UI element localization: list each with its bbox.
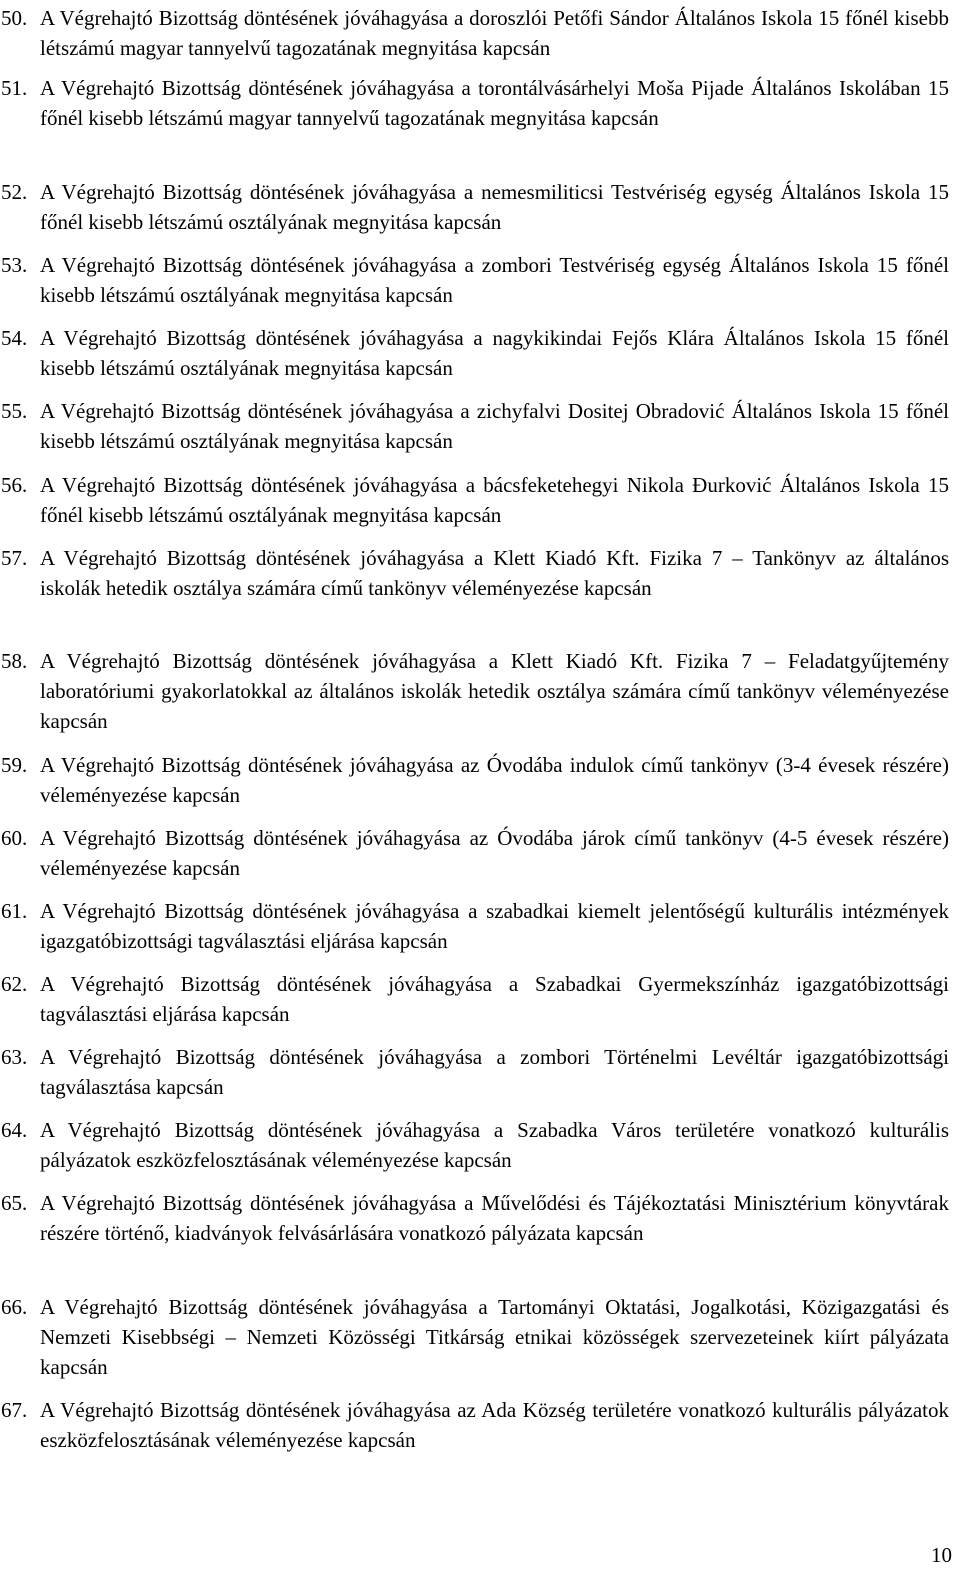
item-number: 66.: [1, 1295, 28, 1319]
item-number: 53.: [1, 253, 28, 277]
item-text: A Végrehajtó Bizottság döntésének jóváhagyása az Óvodába indulok című tankönyv (3-4 évesek részére) véleményezése kapcsán: [40, 753, 949, 807]
item-text: A Végrehajtó Bizottság döntésének jóváhagyása az Ada Község területére vonatkozó kulturális pályázatok eszközfelosztásának véleményezése kapcsán: [40, 1398, 949, 1452]
item-text: A Végrehajtó Bizottság döntésének jóváhagyása a Klett Kiadó Kft. Fizika 7 – Tankönyv az általános iskolák hetedik osztálya számára című tankönyv véleményezése kapcsán: [40, 546, 949, 600]
item-number: 55.: [1, 399, 28, 423]
item-text: A Végrehajtó Bizottság döntésének jóváhagyása a Szabadkai Gyermekszínház igazgatóbizottsági tagválasztási eljárása kapcsán: [40, 972, 949, 1026]
item-text: A Végrehajtó Bizottság döntésének jóváhagyása az Óvodába járok című tankönyv (4-5 évesek részére) véleményezése kapcsán: [40, 826, 949, 880]
item-text: A Végrehajtó Bizottság döntésének jóváhagyása a zombori Történelmi Levéltár igazgatóbizottsági tagválasztása kapcsán: [40, 1045, 949, 1099]
item-text: A Végrehajtó Bizottság döntésének jóváhagyása a nemesmiliticsi Testvériség egység Általános Iskola 15 főnél kisebb létszámú osztályának megnyitása kapcsán: [40, 180, 949, 234]
item-number: 63.: [1, 1045, 28, 1069]
item-number: 52.: [1, 180, 28, 204]
item-number: 50.: [1, 6, 28, 30]
item-text: A Végrehajtó Bizottság döntésének jóváhagyása a Tartományi Oktatási, Jogalkotási, Közigazgatási és Nemzeti Kisebbségi – Nemzeti Közösségi Titkárság etnikai közösségek szervezeteinek kiírt pályázata kapcsán: [40, 1295, 949, 1379]
item-text: A Végrehajtó Bizottság döntésének jóváhagyása a nagykikindai Fejős Klára Általános Iskola 15 főnél kisebb létszámú osztályának megnyitása kapcsán: [40, 326, 949, 380]
item-number: 62.: [1, 972, 28, 996]
item-text: A Végrehajtó Bizottság döntésének jóváhagyása a Szabadka Város területére vonatkozó kulturális pályázatok eszközfelosztásának véleményezése kapcsán: [40, 1118, 949, 1172]
item-text: A Végrehajtó Bizottság döntésének jóváhagyása a doroszlói Petőfi Sándor Általános Iskola 15 főnél kisebb létszámú magyar tannyelvű tagozatának megnyitása kapcsán: [40, 6, 949, 60]
item-text: A Végrehajtó Bizottság döntésének jóváhagyása a Művelődési és Tájékoztatási Minisztérium könyvtárak részére történő, kiadványok felvásárlására vonatkozó pályázata kapcsán: [40, 1191, 949, 1245]
page-number: 10: [931, 1543, 952, 1567]
item-text: A Végrehajtó Bizottság döntésének jóváhagyása a Klett Kiadó Kft. Fizika 7 – Feladatgyűjtemény laboratóriumi gyakorlatokkal az általános iskolák hetedik osztálya számára című tankönyv véleményezése kapcsán: [40, 649, 949, 733]
item-number: 54.: [1, 326, 28, 350]
item-number: 57.: [1, 546, 28, 570]
item-number: 65.: [1, 1191, 28, 1215]
item-number: 56.: [1, 473, 28, 497]
item-number: 67.: [1, 1398, 28, 1422]
item-number: 64.: [1, 1118, 28, 1142]
item-text: A Végrehajtó Bizottság döntésének jóváhagyása a zichyfalvi Dositej Obradović Általános Iskola 15 főnél kisebb létszámú osztályának megnyitása kapcsán: [40, 399, 949, 453]
item-text: A Végrehajtó Bizottság döntésének jóváhagyása a zombori Testvériség egység Általános Iskola 15 főnél kisebb létszámú osztályának megnyitása kapcsán: [40, 253, 949, 307]
item-text: A Végrehajtó Bizottság döntésének jóváhagyása a szabadkai kiemelt jelentőségű kulturális intézmények igazgatóbizottsági tagválasztási eljárása kapcsán: [40, 899, 949, 953]
item-number: 61.: [1, 899, 28, 923]
item-number: 60.: [1, 826, 28, 850]
item-text: A Végrehajtó Bizottság döntésének jóváhagyása a torontálvásárhelyi Moša Pijade Általános Iskolában 15 főnél kisebb létszámú magyar tannyelvű tagozatának megnyitása kapcsán: [40, 76, 949, 130]
item-number: 59.: [1, 753, 28, 777]
item-text: A Végrehajtó Bizottság döntésének jóváhagyása a bácsfeketehegyi Nikola Đurković Általános Iskola 15 főnél kisebb létszámú osztályának megnyitása kapcsán: [40, 473, 949, 527]
item-number: 58.: [1, 649, 28, 673]
item-number: 51.: [1, 76, 28, 100]
